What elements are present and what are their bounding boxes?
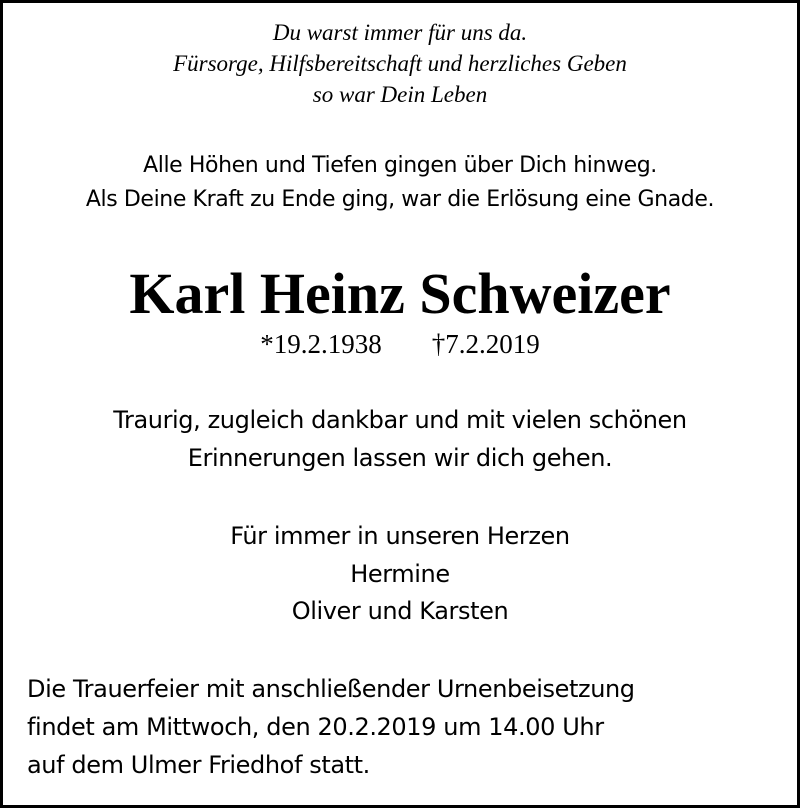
verse-line: Du warst immer für uns da. [272, 20, 528, 45]
farewell-line: Erinnerungen lassen wir dich gehen. [187, 444, 613, 472]
deceased-name: Karl Heinz Schweizer [129, 261, 671, 326]
funeral-line: Die Trauerfeier mit anschließender Urnenbeisetzung [27, 675, 635, 703]
verse-line: Fürsorge, Hilfsbereitschaft und herzliches Geben [173, 51, 627, 76]
farewell-line: Traurig, zugleich dankbar und mit vielen schönen [113, 406, 687, 434]
signatory-line: Hermine [350, 560, 450, 588]
signatory-line: Oliver und Karsten [291, 597, 509, 625]
life-dates [3, 329, 797, 360]
funeral-line: findet am Mittwoch, den 20.2.2019 um 14.00 Uhr [27, 713, 604, 741]
tribute-line: Alle Höhen und Tiefen gingen über Dich hinweg. [143, 153, 657, 178]
death-date: †7.2.2019 [431, 329, 540, 359]
tribute-line: Als Deine Kraft zu Ende ging, war die Erlösung eine Gnade. [85, 187, 715, 212]
birth-date: *19.2.1938 [260, 329, 382, 359]
signatory-line: Für immer in unseren Herzen [230, 522, 570, 550]
verse-line: so war Dein Leben [312, 82, 488, 107]
funeral-line: auf dem Ulmer Friedhof statt. [27, 751, 370, 779]
